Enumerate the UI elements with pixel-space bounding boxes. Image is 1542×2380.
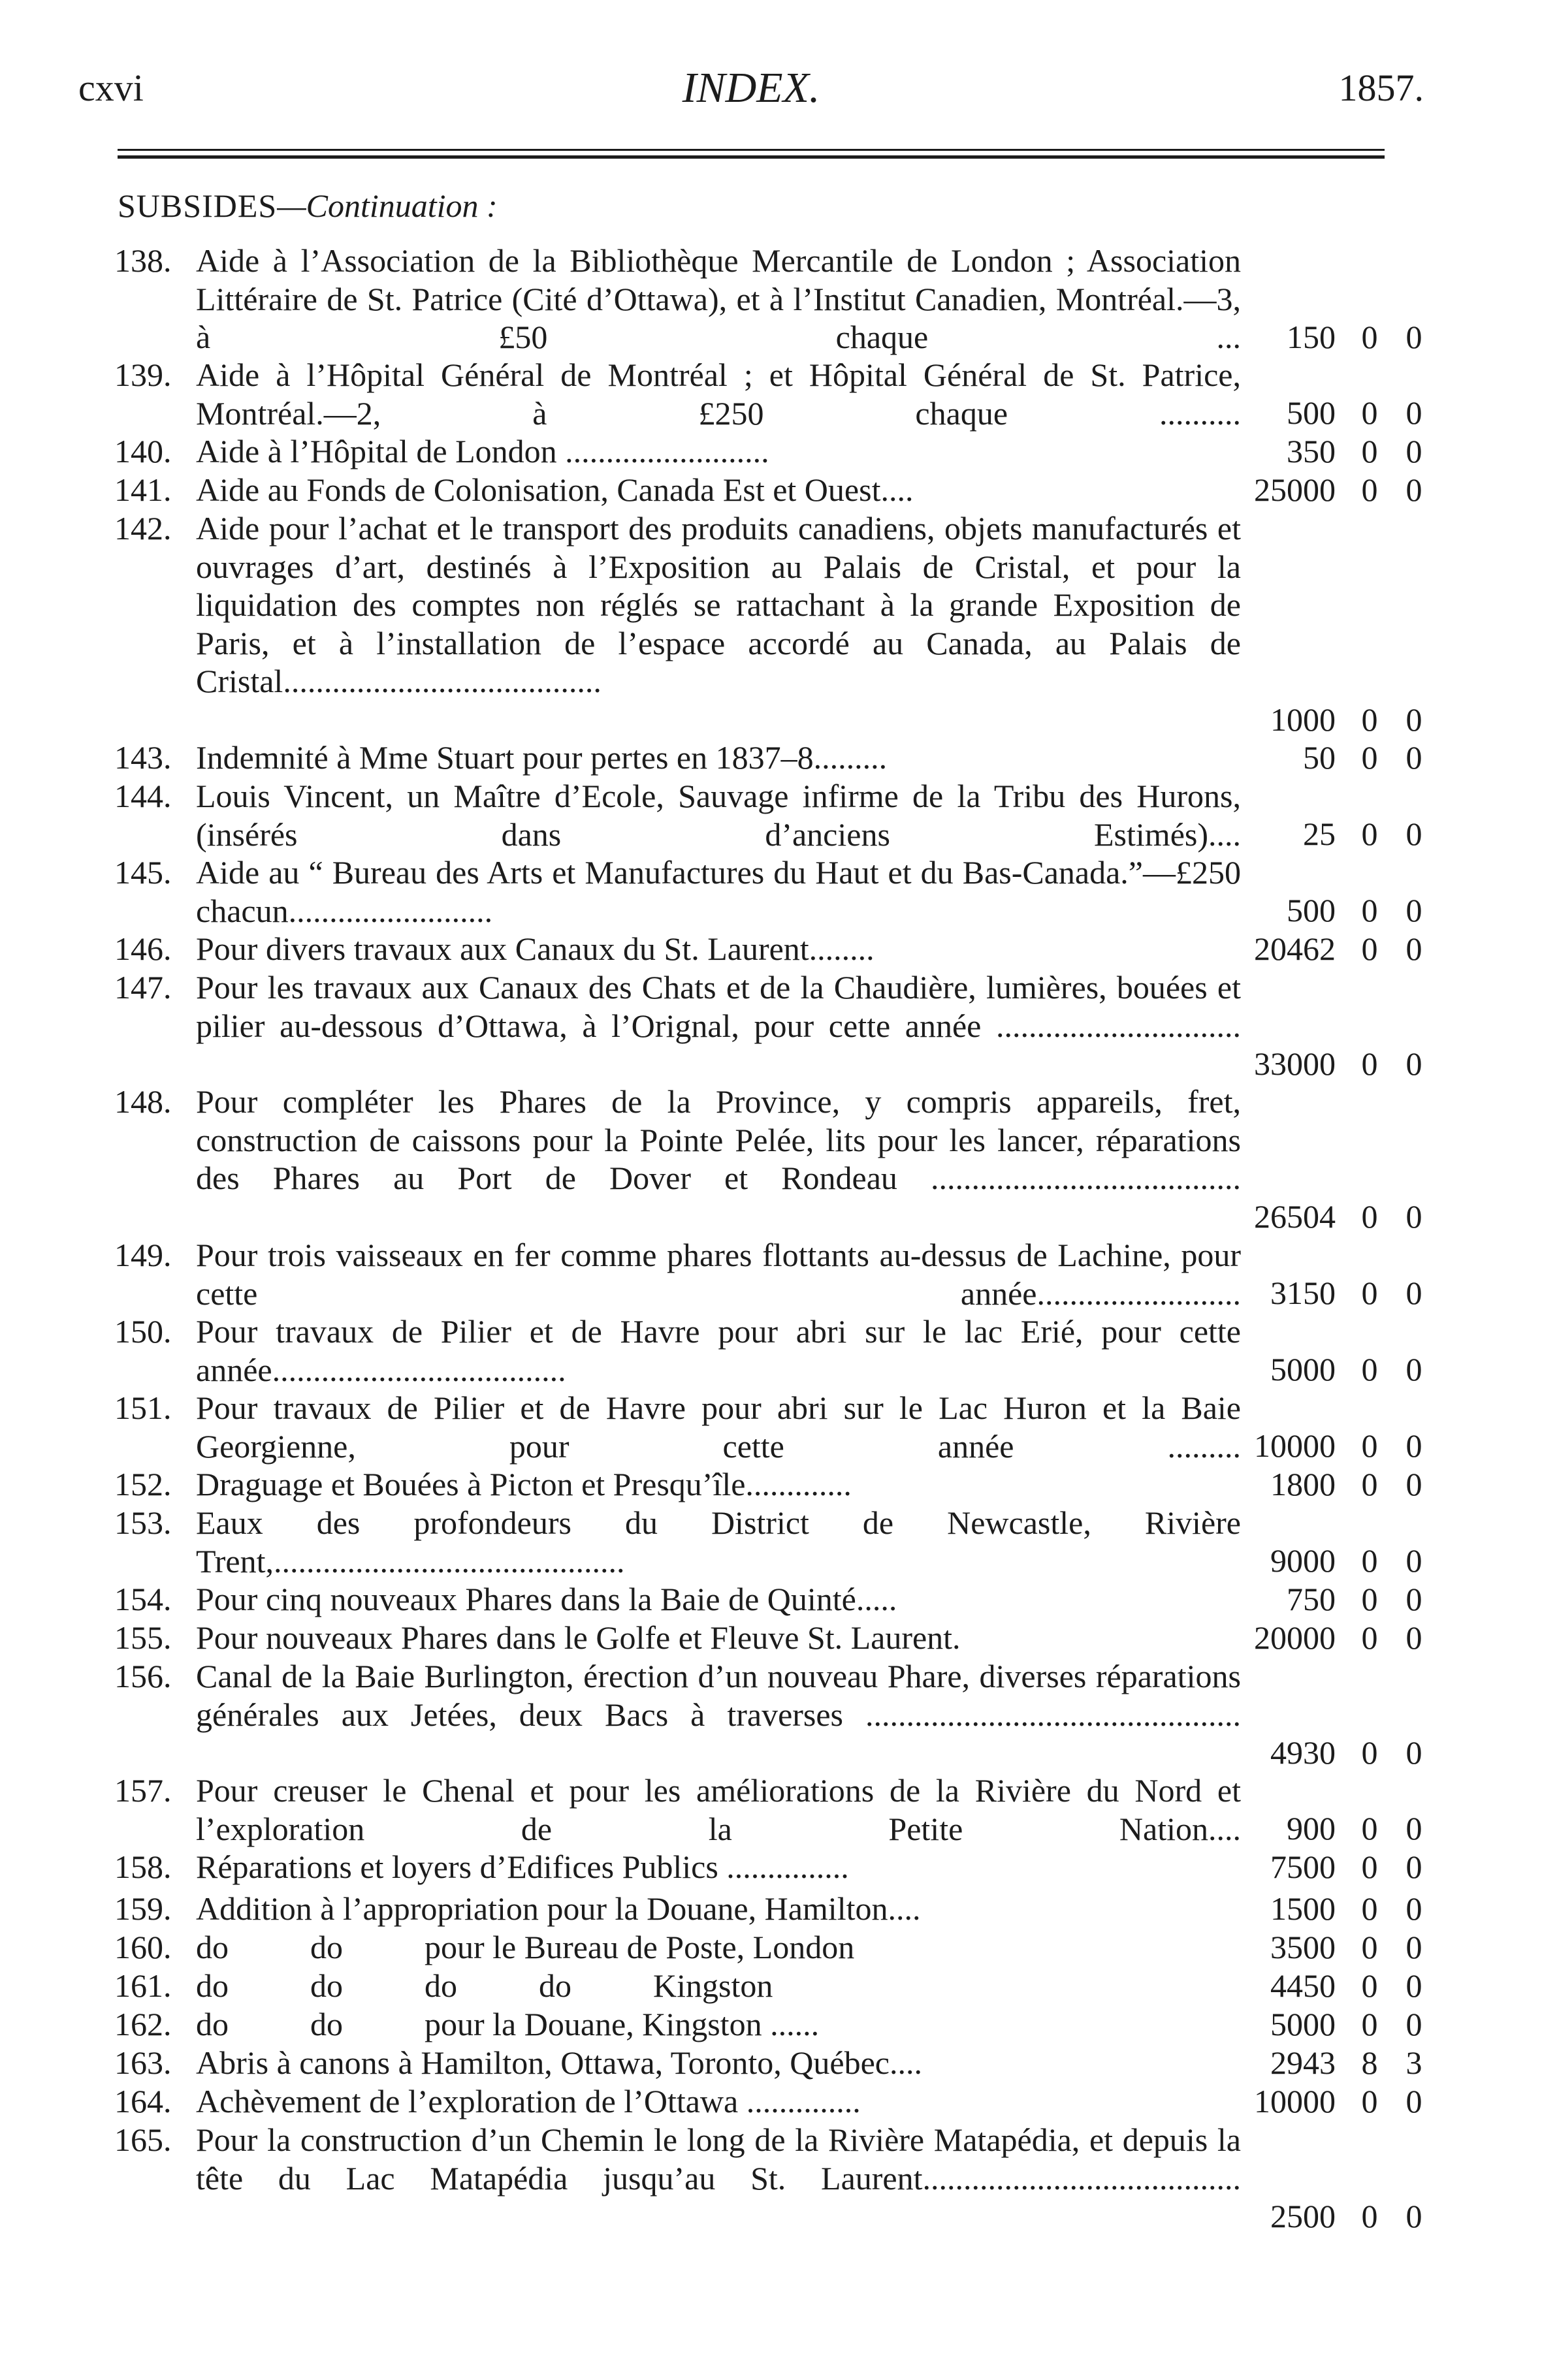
amount-pounds: 3150 xyxy=(1270,1275,1336,1311)
entry-text: do do pour le Bureau de Poste, London xyxy=(196,1929,855,1965)
entry-amount xyxy=(1231,930,1427,968)
amount-pounds: 2943 xyxy=(1270,2044,1336,2081)
entry-number: 150. xyxy=(114,1313,172,1350)
page-number: cxvi xyxy=(78,67,144,109)
amount-shillings: 0 xyxy=(1361,1810,1378,1847)
amount-pence: 0 xyxy=(1405,1466,1422,1502)
entry-amount xyxy=(1231,1350,1427,1389)
section-continuation: —Continuation : xyxy=(277,187,498,224)
amount-shillings: 0 xyxy=(1361,1890,1378,1927)
amount-pence: 0 xyxy=(1405,2198,1422,2234)
amount-pounds: 350 xyxy=(1287,433,1336,469)
amount-pence: 0 xyxy=(1405,2083,1422,2119)
entry-amount xyxy=(1231,1427,1427,1465)
amount-shillings: 0 xyxy=(1361,739,1378,776)
amount-pounds: 20000 xyxy=(1254,1619,1336,1656)
amount-shillings: 0 xyxy=(1361,319,1378,355)
amount-pounds: 3500 xyxy=(1270,1929,1336,1965)
entry-text: Pour travaux de Pilier et de Havre pour abri sur le Lac Huron et la Baie Georgienne, pour cette année ......... xyxy=(196,1389,1241,1465)
entry-amount xyxy=(1231,2197,1427,2236)
entry-text: Pour travaux de Pilier et de Havre pour abri sur le lac Erié, pour cette année.................................... xyxy=(196,1313,1241,1388)
entry-text: Indemnité à Mme Stuart pour pertes en 1837–8......... xyxy=(196,739,888,776)
amount-shillings: 0 xyxy=(1361,892,1378,928)
entry-number: 155. xyxy=(114,1619,172,1656)
entry-number: 144. xyxy=(114,778,172,814)
entry-text: Louis Vincent, un Maître d’Ecole, Sauvage infirme de la Tribu des Hurons, (insérés dans d’anciens Estimés).... xyxy=(196,778,1241,853)
amount-shillings: 0 xyxy=(1361,1619,1378,1656)
amount-shillings: 0 xyxy=(1361,816,1378,852)
entry-number: 160. xyxy=(114,1929,172,1965)
amount-shillings: 0 xyxy=(1361,433,1378,469)
entry-text: Pour compléter les Phares de la Province, y compris appareils, fret, construction de caissons pour la Pointe Pelée, lits pour les lancer, réparations des Phares au Port de Dover et Rondeau ...................................... xyxy=(196,1083,1241,1197)
amount-pence: 0 xyxy=(1405,1929,1422,1965)
amount-pence: 0 xyxy=(1405,1198,1422,1235)
entry-number: 154. xyxy=(114,1581,172,1617)
amount-pounds: 150 xyxy=(1287,319,1336,355)
entry-amount xyxy=(1231,1465,1427,1504)
amount-pounds: 9000 xyxy=(1270,1542,1336,1579)
amount-shillings: 0 xyxy=(1361,2198,1378,2234)
amount-pounds: 10000 xyxy=(1254,2083,1336,2119)
entry-text: Pour la construction d’un Chemin le long de la Rivière Matapédia, et depuis la tête du Lac Matapédia jusqu’au St. Laurent....................................... xyxy=(196,2121,1241,2197)
entry-number: 153. xyxy=(114,1504,172,1541)
amount-pence: 0 xyxy=(1405,1734,1422,1771)
entry-number: 164. xyxy=(114,2083,172,2119)
amount-pence: 0 xyxy=(1405,1890,1422,1927)
entry-text: Pour divers travaux aux Canaux du St. Laurent........ xyxy=(196,930,875,967)
entry-number: 163. xyxy=(114,2044,172,2081)
entry-amount xyxy=(1231,1734,1427,1772)
entry-number: 146. xyxy=(114,930,172,967)
entry-text: Abris à canons à Hamilton, Ottawa, Toronto, Québec.... xyxy=(196,2044,922,2081)
amount-pence: 0 xyxy=(1405,433,1422,469)
entry-text: Réparations et loyers d’Edifices Publics ............... xyxy=(196,1848,849,1885)
entry-number: 157. xyxy=(114,1772,172,1809)
amount-pounds: 10000 xyxy=(1254,1427,1336,1464)
entry-amount xyxy=(1231,1542,1427,1580)
entry-text: Pour creuser le Chenal et pour les améliorations de la Rivière du Nord et l’exploration de la Petite Nation.... xyxy=(196,1772,1241,1847)
amount-pence: 0 xyxy=(1405,1619,1422,1656)
entry-number: 152. xyxy=(114,1466,172,1502)
amount-pounds: 26504 xyxy=(1254,1198,1336,1235)
entry-text: do do pour la Douane, Kingston ...... xyxy=(196,2006,820,2042)
entry-text: Aide à l’Association de la Bibliothèque Mercantile de London ; Association Littéraire de St. Patrice (Cité d’Ottawa), et à l’Institut Canadien, Montréal.—3, à £50 chaque ... xyxy=(196,242,1241,356)
amount-pence: 0 xyxy=(1405,1045,1422,1082)
entry-amount xyxy=(1231,891,1427,930)
amount-pounds: 25 xyxy=(1303,816,1336,852)
amount-shillings: 0 xyxy=(1361,1542,1378,1579)
entry-text: Canal de la Baie Burlington, érection d’un nouveau Phare, diverses réparations générales aux Jetées, deux Bacs à traverses .............................................. xyxy=(196,1658,1241,1733)
entry-amount xyxy=(1231,394,1427,432)
entry-amount xyxy=(1231,1890,1427,1928)
amount-pence: 0 xyxy=(1405,930,1422,967)
entry-text: Eaux des profondeurs du District de Newcastle, Rivière Trent,........................................... xyxy=(196,1504,1241,1579)
amount-pounds: 33000 xyxy=(1254,1045,1336,1082)
amount-pence: 0 xyxy=(1405,739,1422,776)
amount-pounds: 20462 xyxy=(1254,930,1336,967)
amount-shillings: 0 xyxy=(1361,1351,1378,1388)
entry-number: 141. xyxy=(114,471,172,508)
amount-pounds: 4450 xyxy=(1270,1967,1336,2004)
amount-shillings: 8 xyxy=(1361,2044,1378,2081)
entry-number: 138. xyxy=(114,242,172,279)
amount-pounds: 750 xyxy=(1287,1581,1336,1617)
entry-number: 148. xyxy=(114,1083,172,1120)
entry-number: 161. xyxy=(114,1967,172,2004)
amount-pounds: 50 xyxy=(1303,739,1336,776)
amount-shillings: 0 xyxy=(1361,1967,1378,2004)
entry-number: 156. xyxy=(114,1658,172,1694)
entry-amount xyxy=(1231,1809,1427,1848)
amount-pounds: 5000 xyxy=(1270,2006,1336,2042)
entry-amount xyxy=(1231,1580,1427,1619)
entry-number: 147. xyxy=(114,969,172,1006)
amount-pence: 0 xyxy=(1405,1810,1422,1847)
entry-amount xyxy=(1231,318,1427,357)
amount-shillings: 0 xyxy=(1361,1045,1378,1082)
amount-pounds: 7500 xyxy=(1270,1848,1336,1885)
entry-amount xyxy=(1231,1928,1427,1967)
entry-text: Draguage et Bouées à Picton et Presqu’île............. xyxy=(196,1466,852,1502)
entry-text: Pour trois vaisseaux en fer comme phares flottants au-dessus de Lachine, pour cette année......................... xyxy=(196,1237,1241,1312)
entry-text: do do do do Kingston xyxy=(196,1967,773,2004)
amount-pence: 0 xyxy=(1405,701,1422,738)
amount-pence: 0 xyxy=(1405,1275,1422,1311)
amount-pence: 0 xyxy=(1405,394,1422,431)
amount-pounds: 500 xyxy=(1287,892,1336,928)
entry-number: 162. xyxy=(114,2006,172,2042)
amount-pence: 0 xyxy=(1405,1542,1422,1579)
amount-shillings: 0 xyxy=(1361,930,1378,967)
entry-amount xyxy=(1231,2044,1427,2082)
amount-pence: 0 xyxy=(1405,1967,1422,2004)
amount-pounds: 1500 xyxy=(1270,1890,1336,1927)
amount-pence: 3 xyxy=(1405,2044,1422,2081)
entry-amount xyxy=(1231,701,1427,739)
amount-pounds: 5000 xyxy=(1270,1351,1336,1388)
section-title: SUBSIDES xyxy=(118,187,278,224)
entry-text: Aide au “ Bureau des Arts et Manufactures du Haut et du Bas-Canada.”—£250 chacun......................... xyxy=(196,854,1241,929)
entry-number: 158. xyxy=(114,1848,172,1885)
entry-text: Pour cinq nouveaux Phares dans la Baie de Quinté..... xyxy=(196,1581,897,1617)
amount-pounds: 1800 xyxy=(1270,1466,1336,1502)
entry-text: Pour nouveaux Phares dans le Golfe et Fleuve St. Laurent. xyxy=(196,1619,961,1656)
entry-amount xyxy=(1231,2082,1427,2121)
amount-shillings: 0 xyxy=(1361,1198,1378,1235)
entry-amount xyxy=(1231,1848,1427,1886)
amount-pounds: 1000 xyxy=(1270,701,1336,738)
entry-amount xyxy=(1231,815,1427,853)
amount-shillings: 0 xyxy=(1361,1275,1378,1311)
amount-shillings: 0 xyxy=(1361,701,1378,738)
amount-pence: 0 xyxy=(1405,1427,1422,1464)
entry-number: 139. xyxy=(114,357,172,393)
entry-amount xyxy=(1231,1198,1427,1236)
entry-amount xyxy=(1231,2005,1427,2044)
entry-amount xyxy=(1231,1045,1427,1083)
entry-text: Pour les travaux aux Canaux des Chats et de la Chaudière, lumières, bouées et pilier au-dessous d’Ottawa, à l’Orignal, pour cette année .............................. xyxy=(196,969,1241,1044)
amount-pounds: 500 xyxy=(1287,394,1336,431)
entry-number: 143. xyxy=(114,739,172,776)
amount-shillings: 0 xyxy=(1361,2006,1378,2042)
amount-pence: 0 xyxy=(1405,1581,1422,1617)
amount-shillings: 0 xyxy=(1361,2083,1378,2119)
amount-pence: 0 xyxy=(1405,816,1422,852)
amount-pence: 0 xyxy=(1405,1848,1422,1885)
entry-text: Addition à l’appropriation pour la Douane, Hamilton.... xyxy=(196,1890,921,1927)
amount-pounds: 25000 xyxy=(1254,471,1336,508)
entry-text: Aide à l’Hôpital de London ......................... xyxy=(196,433,769,469)
entry-number: 159. xyxy=(114,1890,172,1927)
entry-number: 142. xyxy=(114,510,172,547)
amount-pounds: 2500 xyxy=(1270,2198,1336,2234)
entry-number: 151. xyxy=(114,1389,172,1426)
amount-shillings: 0 xyxy=(1361,1848,1378,1885)
amount-shillings: 0 xyxy=(1361,1581,1378,1617)
entry-amount xyxy=(1231,432,1427,471)
amount-pence: 0 xyxy=(1405,319,1422,355)
entry-amount xyxy=(1231,738,1427,777)
amount-shillings: 0 xyxy=(1361,1929,1378,1965)
entry-number: 145. xyxy=(114,854,172,891)
entry-text: Aide pour l’achat et le transport des produits canadiens, objets manufacturés et ouvrages d’art, destinés à l’Exposition au Palais de Cristal, et pour la liquidation des comptes non réglés se rattachant à la grande Exposition de Paris, et à l’installation de l’espace accordé au Canada, au Palais de Cristal....................................... xyxy=(196,510,1241,700)
page-year: 1857. xyxy=(1338,67,1424,109)
amount-shillings: 0 xyxy=(1361,471,1378,508)
amount-pence: 0 xyxy=(1405,1351,1422,1388)
amount-pence: 0 xyxy=(1405,2006,1422,2042)
amount-shillings: 0 xyxy=(1361,1427,1378,1464)
amount-pence: 0 xyxy=(1405,892,1422,928)
entry-text: Aide au Fonds de Colonisation, Canada Est et Ouest.... xyxy=(196,471,914,508)
amount-pence: 0 xyxy=(1405,471,1422,508)
entry-number: 140. xyxy=(114,433,172,469)
entry-number: 165. xyxy=(114,2121,172,2158)
entry-text: Aide à l’Hôpital Général de Montréal ; et Hôpital Général de St. Patrice, Montréal.—2, à £250 chaque .......... xyxy=(196,357,1241,432)
amount-shillings: 0 xyxy=(1361,394,1378,431)
entry-amount xyxy=(1231,471,1427,509)
entry-amount xyxy=(1231,1274,1427,1312)
amount-pounds: 900 xyxy=(1287,1810,1336,1847)
amount-pounds: 4930 xyxy=(1270,1734,1336,1771)
entry-amount xyxy=(1231,1967,1427,2005)
amount-shillings: 0 xyxy=(1361,1734,1378,1771)
entry-amount xyxy=(1231,1619,1427,1657)
amount-shillings: 0 xyxy=(1361,1466,1378,1502)
page-title: INDEX. xyxy=(682,64,820,112)
entry-text: Achèvement de l’exploration de l’Ottawa .............. xyxy=(196,2083,861,2119)
entry-number: 149. xyxy=(114,1237,172,1273)
